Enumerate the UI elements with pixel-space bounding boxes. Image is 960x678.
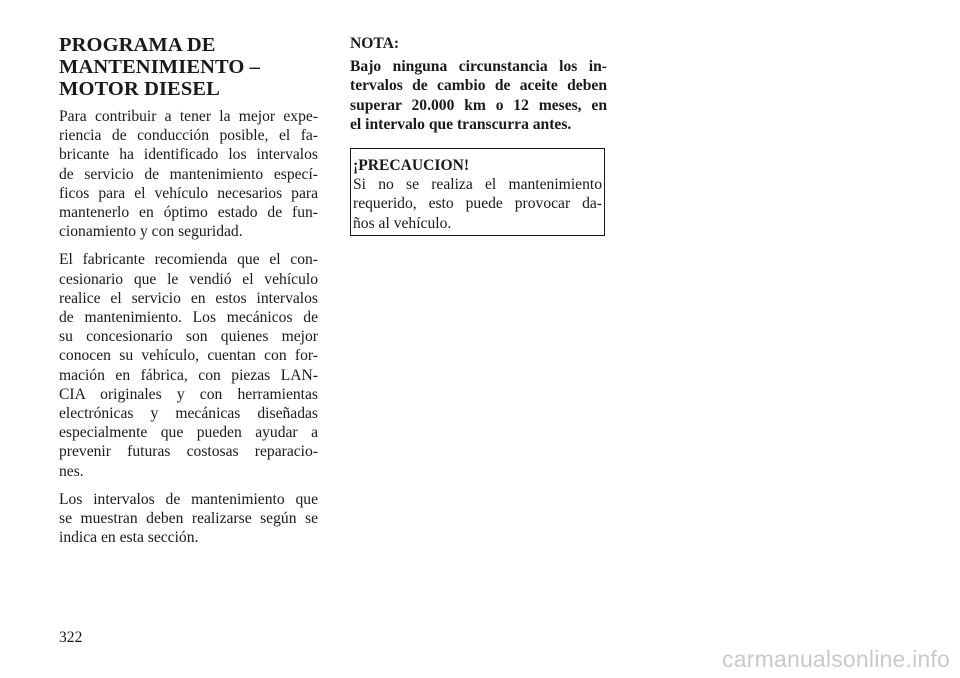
text-line: de servicio de mantenimiento especí- (59, 165, 318, 183)
text-line: cionamiento y con seguridad. (59, 223, 243, 241)
intervals-paragraph (59, 490, 318, 548)
text-line: se muestran deben realizarse según se (59, 510, 318, 528)
text-line: Para contribuir a tener la mejor expe- (59, 108, 318, 125)
text-line: Si no se realiza el mantenimiento (353, 176, 602, 194)
text-line: Los intervalos de mantenimiento que (59, 490, 318, 508)
text-line: requerido, esto puede provocar da- (353, 195, 602, 213)
text-line: CIA originales y con herramientas (59, 385, 318, 403)
watermark: carmanualsonline.info (722, 646, 950, 672)
text-line: su concesionario son quienes mejor (59, 328, 318, 346)
section-title-line: MOTOR DIESEL (59, 78, 220, 100)
section-title (59, 34, 318, 100)
text-line: especialmente que pueden ayudar a (59, 424, 318, 442)
warning-title: ¡PRECAUCION! (353, 157, 470, 174)
text-line: mantenerlo en óptimo estado de fun- (59, 204, 318, 222)
text-line: electrónicas y mecánicas diseñadas (59, 405, 318, 423)
text-line: El fabricante recomienda que el con- (59, 251, 318, 269)
section-title-line: MANTENIMIENTO – (59, 56, 261, 78)
text-line: superar 20.000 km o 12 meses, en (350, 96, 607, 114)
text-line: ficos para el vehículo necesarios para (59, 184, 318, 202)
text-line: ños al vehículo. (353, 214, 452, 232)
text-line: prevenir futuras costosas reparacio- (59, 443, 318, 461)
warning-text (353, 175, 602, 233)
text-line: nes. (59, 462, 84, 480)
text-line: conocen su vehículo, cuentan con for- (59, 347, 318, 365)
section-title-line: PROGRAMA DE (59, 34, 216, 56)
text-line: el intervalo que transcurra antes. (350, 115, 572, 133)
left-column (59, 34, 318, 547)
warning-box (350, 148, 605, 236)
note-text (350, 57, 607, 134)
text-line: bricante ha identificado los intervalos (59, 146, 318, 164)
page-number: 322 (59, 629, 83, 646)
text-line: indica en esta sección. (59, 529, 199, 547)
note-label: NOTA: (350, 35, 400, 52)
right-column (350, 34, 607, 134)
text-line: mación en fábrica, con piezas LAN- (59, 366, 318, 384)
text-line: cesionario que le vendió el vehículo (59, 270, 318, 288)
text-line: Bajo ninguna circunstancia los in- (350, 58, 607, 76)
text-line: de mantenimiento. Los mecánicos de (59, 309, 318, 327)
intro-paragraph (59, 107, 318, 241)
text-line: tervalos de cambio de aceite deben (350, 77, 607, 95)
text-line: riencia de conducción posible, el fa- (59, 127, 318, 145)
dealer-paragraph (59, 250, 318, 480)
text-line: realice el servicio en estos intervalos (59, 289, 318, 307)
